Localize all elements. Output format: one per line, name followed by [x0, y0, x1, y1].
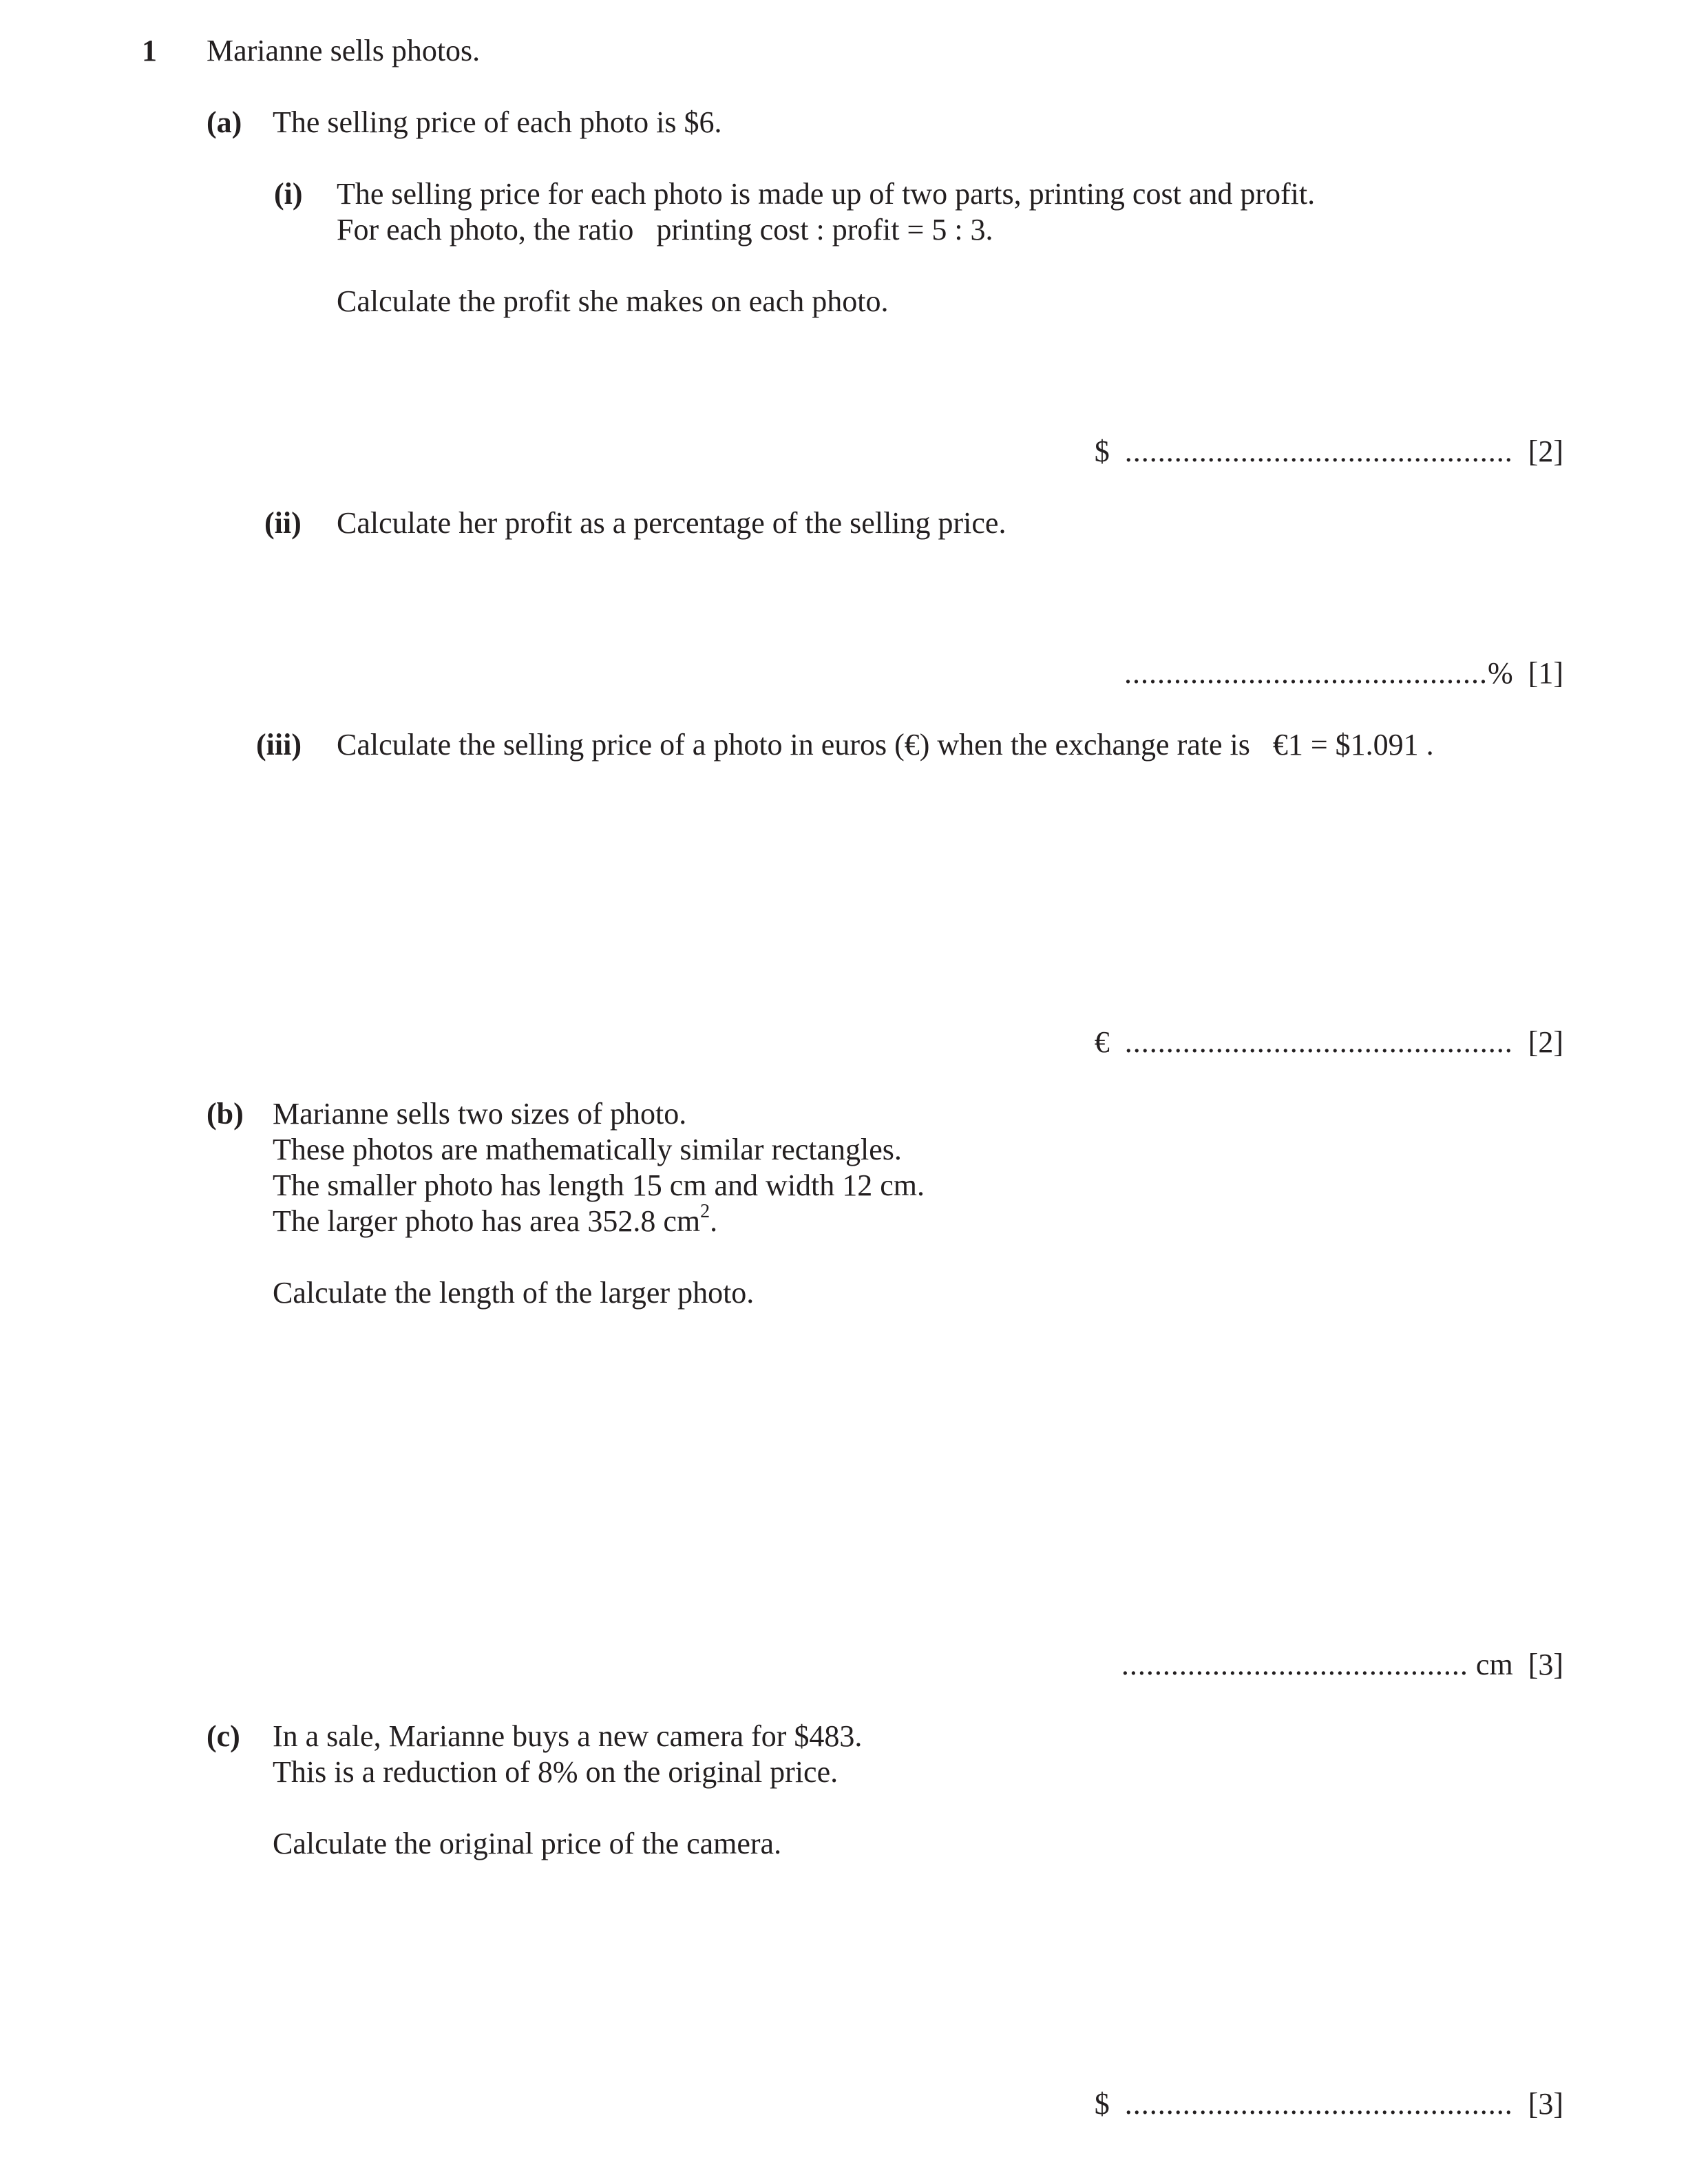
answer-dots: .......................................... — [1121, 1648, 1468, 1681]
answer-dots: ............................................ — [1124, 656, 1488, 690]
question-number: 1 — [142, 34, 157, 67]
part-a-text: The selling price of each photo is $6. — [273, 105, 722, 139]
answer-prefix: $ — [1094, 434, 1110, 468]
part-b-line3: The smaller photo has length 15 cm and width 12 cm. — [273, 1168, 925, 1202]
question-intro: Marianne sells photos. — [207, 34, 481, 67]
part-a-label: (a) — [207, 105, 242, 139]
marks-c: [3] — [1528, 2087, 1563, 2121]
part-b-line1: Marianne sells two sizes of photo. — [273, 1097, 687, 1131]
part-a-ii-label: (ii) — [264, 506, 302, 540]
part-a-ii-text: Calculate her profit as a percentage of the selling price. — [337, 506, 1006, 540]
answer-prefix: $ — [1094, 2087, 1110, 2121]
part-b-instruction: Calculate the length of the larger photo. — [273, 1276, 755, 1310]
marks-b: [3] — [1528, 1648, 1563, 1681]
answer-line-c[interactable] — [1095, 2086, 1563, 2122]
answer-suffix: cm — [1475, 1648, 1513, 1681]
answer-dots: ............................................... — [1124, 434, 1513, 468]
part-a-iii-text: Calculate the selling price of a photo in euros (€) when the exchange rate is €1 = $1.091 . — [337, 728, 1434, 762]
part-b-line4-text: The larger photo has area 352.8 cm — [273, 1204, 701, 1238]
part-c-line1: In a sale, Marianne buys a new camera for $483. — [273, 1719, 863, 1753]
marks-a-i: [2] — [1528, 434, 1563, 468]
part-a-i-instruction: Calculate the profit she makes on each photo. — [337, 284, 889, 318]
part-b-line2: These photos are mathematically similar rectangles. — [273, 1133, 902, 1166]
answer-suffix: % — [1488, 656, 1513, 690]
superscript-2: 2 — [700, 1201, 710, 1223]
part-a-iii-label: (iii) — [256, 728, 302, 762]
part-a-i-label: (i) — [274, 177, 303, 211]
marks-a-ii: [1] — [1528, 656, 1563, 690]
answer-prefix: € — [1094, 1025, 1110, 1059]
answer-line-b[interactable] — [1121, 1647, 1563, 1683]
answer-line-a-iii[interactable] — [1095, 1025, 1563, 1060]
part-b-line4-period: . — [710, 1204, 718, 1238]
answer-line-a-i[interactable] — [1095, 434, 1563, 470]
marks-a-iii: [2] — [1528, 1025, 1563, 1059]
part-c-label: (c) — [207, 1719, 240, 1753]
part-a-i-line1: The selling price for each photo is made up of two parts, printing cost and profit. — [337, 177, 1316, 211]
part-c-line2: This is a reduction of 8% on the original price. — [273, 1755, 839, 1789]
part-a-i-line2: For each photo, the ratio printing cost : profit = 5 : 3. — [337, 213, 993, 246]
answer-line-a-ii[interactable] — [1124, 655, 1563, 691]
part-b-line4 — [273, 1201, 718, 1239]
part-c-instruction: Calculate the original price of the camera. — [273, 1827, 782, 1860]
part-b-label: (b) — [207, 1097, 244, 1131]
answer-dots: ............................................... — [1124, 2087, 1513, 2121]
answer-dots: ............................................... — [1124, 1025, 1513, 1059]
